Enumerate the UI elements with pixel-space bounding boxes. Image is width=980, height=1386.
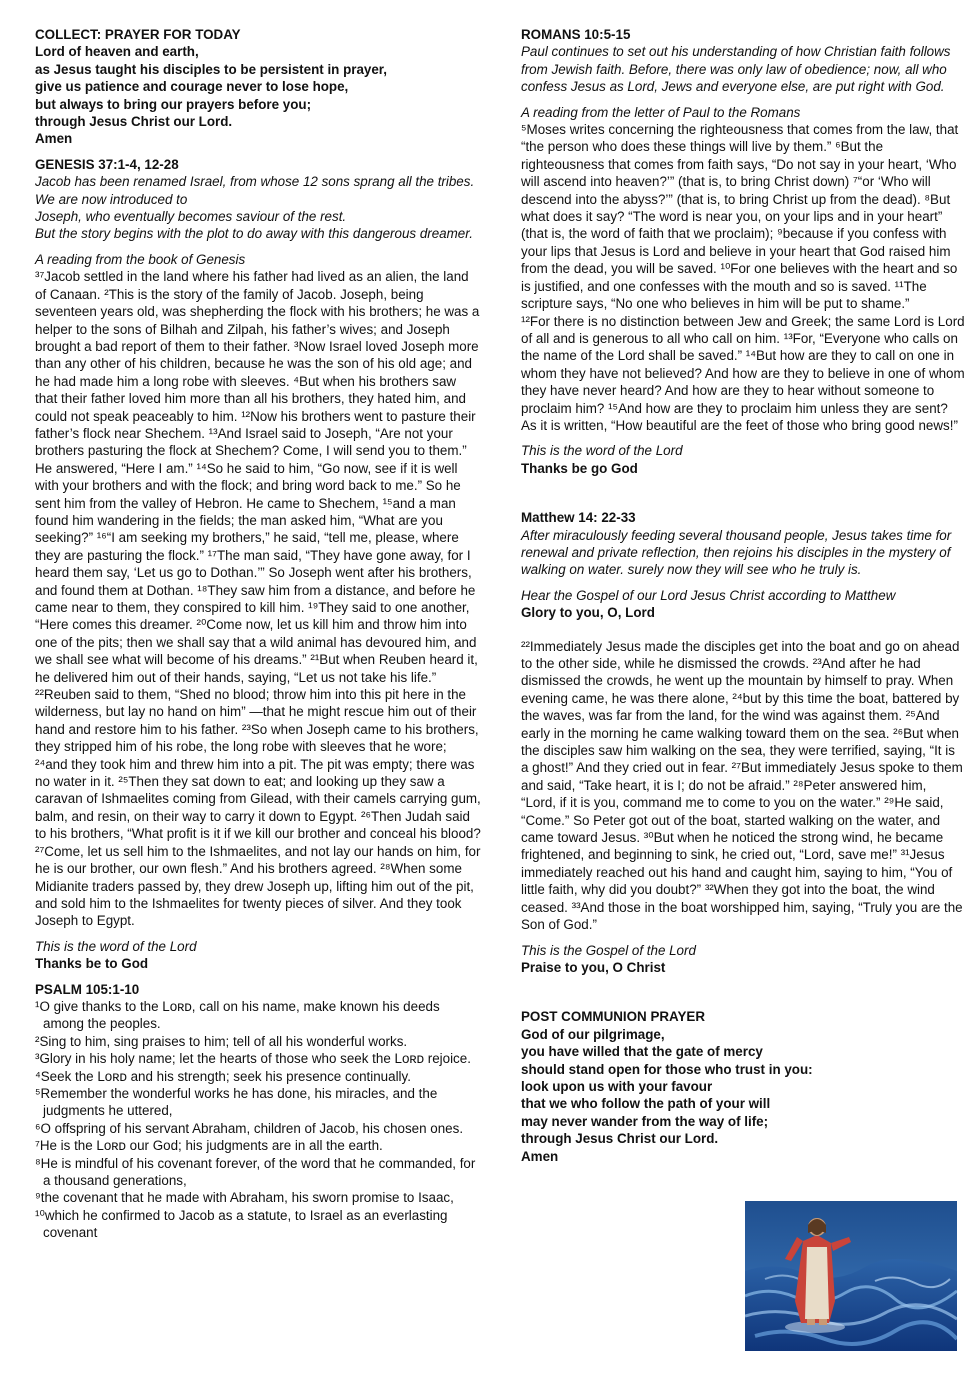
psalm-verse: ⁹the covenant that he made with Abraham, his sworn promise to Isaac, [35, 1190, 454, 1206]
romans-text: ⁵Moses writes concerning the righteousness that comes from the law, that “the person who does these things will live by them.” ⁶But the righteousness that comes from faith says, “Do not say in your heart, ‘Who will ascend into heaven?’” (that is, to bring Christ down) ⁷“or ‘Who will descend into the abyss?’” (that is, to bring Christ up from the dead). ⁸But what does it say? “The word is near you, on your lips and in your heart” (that is, the word of faith that we proclaim); ⁹because if you confess with your lips that Jesus is Lord and believe in your heart that God raised him from the dead, you will be saved. ¹⁰For one believes with the heart and so is justified, and one confesses with the mouth and so is saved. ¹¹The scripture says, “No one who believes in him will be put to shame.” [521, 122, 959, 312]
post-communion-amen: Amen [521, 1148, 559, 1164]
romans-closing: This is the word of the Lord [521, 443, 683, 459]
matthew-closing: This is the Gospel of the Lord [521, 942, 696, 958]
psalm-section [35, 981, 481, 1242]
genesis-section [35, 156, 481, 973]
psalm-verse: ⁵Remember the wonderful works he has done, his miracles, and the judgments he uttered, [35, 1085, 438, 1119]
post-communion-line: through Jesus Christ our Lord. [521, 1131, 719, 1147]
collect-line: as Jesus taught his disciples to be persistent in prayer, [35, 61, 387, 77]
genesis-intro-line: Jacob has been renamed Israel, from whose 12 sons sprang all the tribes. We are now introduced to [35, 174, 475, 207]
post-communion-line: may never wander from the way of life; [521, 1113, 769, 1129]
collect-line: but always to bring our prayers before you; [35, 96, 312, 112]
post-communion-line: you have willed that the gate of mercy [521, 1044, 763, 1060]
matthew-section [521, 509, 965, 976]
post-communion-line: that we who follow the path of your will [521, 1096, 771, 1112]
post-communion-title: POST COMMUNION PRAYER [521, 1009, 706, 1025]
psalm-verse: ⁶O offspring of his servant Abraham, children of Jacob, his chosen ones. [35, 1120, 464, 1136]
collect-section [35, 26, 481, 148]
genesis-closing: This is the word of the Lord [35, 938, 197, 954]
psalm-verse: ⁸He is mindful of his covenant forever, of the word that he commanded, for a thousand generations, [35, 1155, 476, 1188]
post-communion-line: should stand open for those who trust in you: [521, 1061, 813, 1077]
matthew-intro: After miraculously feeding several thousand people, Jesus takes time for renewal and private reflection, then rejoins his disciples in the mystery of walking on water. surely now they will see who he truly is. [521, 527, 952, 578]
psalm-verse: ³Glory in his holy name; let the hearts of those who seek the Lᴏʀᴅ rejoice. [35, 1051, 471, 1067]
romans-text: ¹²For there is no distinction between Jew and Greek; the same Lord is Lord of all and is generous to all who call on him. ¹³For, “Everyone who calls on the name of the Lord shall be saved.” ¹⁴But how are they to call on one in whom they have not believed? And how are they to believe in one of whom they have never heard? And how are they to hear without someone to proclaim him? ¹⁵And how are they to proclaim him unless they are sent? As it is written, “How beautiful are the feet of those who bring good news!” [521, 313, 965, 433]
genesis-title: GENESIS 37:1-4, 12-28 [35, 156, 179, 172]
psalm-verse: ¹⁰which he confirmed to Jacob as a statute, to Israel as an everlasting covenant [35, 1207, 448, 1241]
genesis-reading-intro: A reading from the book of Genesis [35, 251, 246, 267]
post-communion-section [521, 1008, 965, 1165]
post-communion-line: God of our pilgrimage, [521, 1026, 665, 1042]
romans-response: Thanks be go God [521, 460, 638, 476]
genesis-intro-line: But the story begins with the plot to do away with this dangerous dreamer. [35, 226, 473, 242]
right-column [521, 26, 965, 1165]
left-column [35, 26, 481, 1242]
genesis-intro-line: Joseph, who eventually becomes saviour of the rest. [35, 209, 347, 225]
psalm-verse: ²Sing to him, sing praises to him; tell of all his wonderful works. [35, 1033, 408, 1049]
collect-amen: Amen [35, 131, 73, 147]
post-communion-line: look upon us with your favour [521, 1078, 713, 1094]
psalm-verse: ⁴Seek the Lᴏʀᴅ and his strength; seek his presence continually. [35, 1068, 411, 1084]
matthew-acclamation: Glory to you, O, Lord [521, 605, 655, 621]
psalm-verse: ¹O give thanks to the Lᴏʀᴅ, call on his name, make known his deeds among the peoples. [35, 998, 440, 1032]
collect-line: through Jesus Christ our Lord. [35, 114, 233, 130]
matthew-reading-intro: Hear the Gospel of our Lord Jesus Christ according to Matthew [521, 587, 896, 603]
romans-reading-intro: A reading from the letter of Paul to the Romans [521, 104, 801, 120]
matthew-title: Matthew 14: 22-33 [521, 510, 636, 526]
genesis-response: Thanks be to God [35, 956, 149, 972]
collect-line: Lord of heaven and earth, [35, 44, 199, 60]
collect-line: give us patience and courage never to lose hope, [35, 79, 349, 95]
psalm-title: PSALM 105:1-10 [35, 981, 140, 997]
matthew-text: ²²Immediately Jesus made the disciples get into the boat and go on ahead to the other side, while he dismissed the crowds. ²³And after he had dismissed the crowds, he went up the mountain by himself to pray. When evening came, he was there alone, ²⁴but by this time the boat, battered by the waves, was far from the land, for the wind was against them. ²⁵And early in the morning he came walking toward them on the sea. ²⁶But when the disciples saw him walking on the sea, they were terrified, saying, “It is a ghost!” And they cried out in fear. ²⁷But immediately Jesus spoke to them and said, “Take heart, it is I; do not be afraid.” ²⁸Peter answered him, “Lord, if it is you, command me to come to you on the water.” ²⁹He said, “Come.” So Peter got out of the boat, started walking on the water, and came toward Jesus. ³⁰But when he noticed the strong wind, he became frightened, and beginning to sink, he cried out, “Lord, save me!” ³¹Jesus immediately reached out his hand and caught him, saying to him, “You of little faith, why did you doubt?” ³²When they got into the boat, the wind ceased. ³³And those in the boat worshipped him, saying, “Truly you are the Son of God.” [521, 638, 963, 933]
matthew-response: Praise to you, O Christ [521, 959, 666, 975]
jesus-walking-on-water-image [745, 1201, 957, 1351]
psalm-verse: ⁷He is the Lᴏʀᴅ our God; his judgments are in all the earth. [35, 1138, 383, 1154]
genesis-text: ³⁷Jacob settled in the land where his father had lived as an alien, the land of Canaan. ²This is the story of the family of Jacob. Joseph, being seventeen years old, was shepherding the flock with his brothers; he was a helper to the sons of Bilhah and Zilpah, his father’s wives; and Joseph brought a bad report of them to their father. ³Now Israel loved Joseph more than any other of his children, because he was the son of his old age; and he had made him a long robe with sleeves. ⁴But when his brothers saw that their father loved him more than all his brothers, they hated him, and could not speak peaceably to him. ¹²Now his brothers went to pasture their father’s flock near Shechem. ¹³And Israel said to Joseph, “Are not your brothers pasturing the flock at Shechem? Come, I will send you to them.” He answered, “Here I am.” ¹⁴So he said to him, “Go now, see if it is well with your brothers and with the flock; and bring word back to me.” So he sent him from the valley of Hebron. He came to Shechem, ¹⁵and a man found him wandering in the fields; the man asked him, “What are you seeking?” ¹⁶“I am seeking my brothers,” he said, “tell me, please, where they are pasturing the flock.” ¹⁷The man said, “They have gone away, for I heard them say, ‘Let us go to Dothan.’” So Joseph went after his brothers, and found them at Dothan. ¹⁸They saw him from a distance, and before he came near to them, they conspired to kill him. ¹⁹They said to one another, “Here comes this dreamer. ²⁰Come now, let us kill him and throw him into one of the pits; then we shall say that a wild animal has devoured him, and we shall see what will become of his dreams.” ²¹But when Reuben heard it, he delivered him out of their hands, saying, “Let us not take his life.” ²²Reuben said to them, “Shed no blood; throw him into this pit here in the wilderness, but lay no hand on him” —that he might rescue him out of their hand and restore him to his father. ²³So when Joseph came to his brothers, they stripped him of his robe, the long robe with sleeves that he wore; ²⁴and they took him and threw him into a pit. The pit was empty; there was no water in it. ²⁵Then they sat down to eat; and looking up they saw a caravan of Ishmaelites coming from Gilead, with their camels carrying gum, balm, and resin, on their way to carry it down to Egypt. ²⁶Then Judah said to his brothers, “What profit is it if we kill our brother and conceal his blood? ²⁷Come, let us sell him to the Ishmaelites, and not lay our hands on him, for he is our brother, our own flesh.” And his brothers agreed. ²⁸When some Midianite traders passed by, they drew Joseph up, lifting him out of the pit, and sold him to the Ishmaelites for twenty pieces of silver. And they took Joseph to Egypt. [35, 269, 481, 929]
romans-title: ROMANS 10:5-15 [521, 27, 631, 42]
collect-title: COLLECT: PRAYER FOR TODAY [35, 27, 241, 42]
romans-intro: Paul continues to set out his understanding of how Christian faith follows from Jewish faith. Before, there was only law of obedience; now, all who confess Jesus as Lord, Jews and everyone else, are put right with God. [521, 44, 951, 95]
romans-section [521, 26, 965, 477]
